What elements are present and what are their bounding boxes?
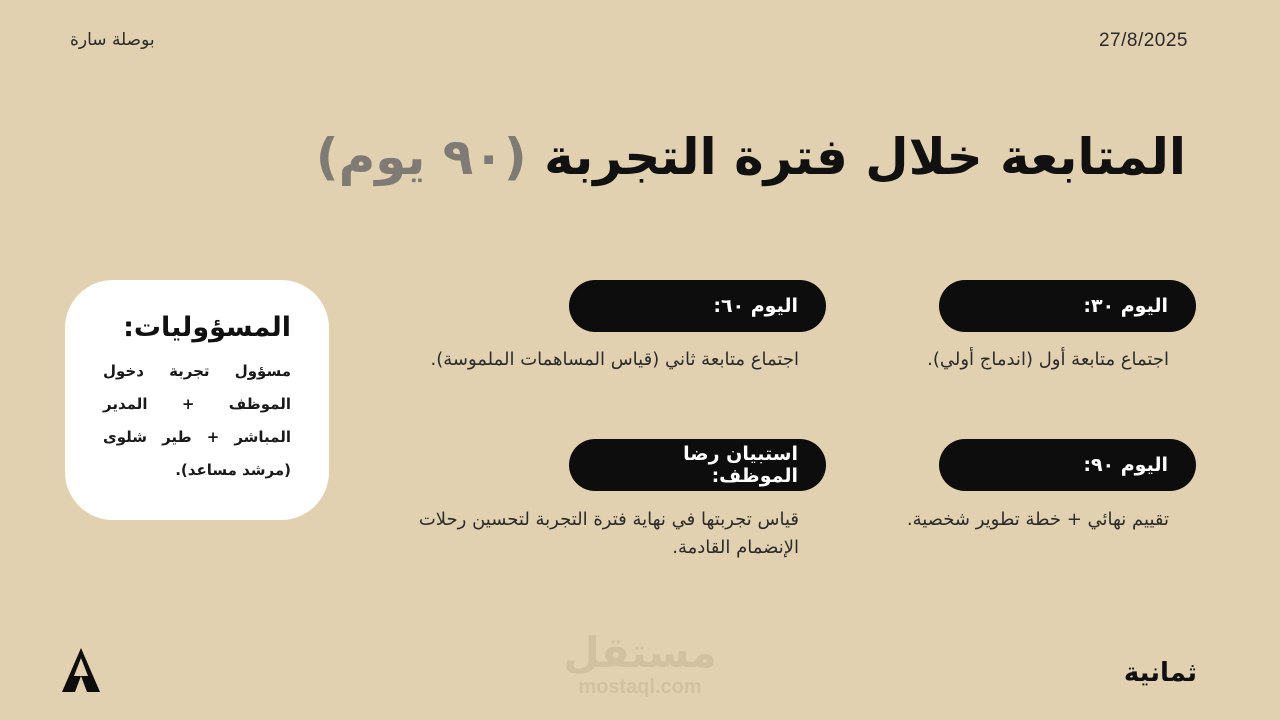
page-title <box>316 128 1186 186</box>
brand-logo-text: ثمانية <box>1123 658 1197 688</box>
milestone-day90-badge: اليوم ٩٠: <box>939 439 1196 491</box>
milestone-day30-description: اجتماع متابعة أول (اندماج أولي). <box>927 349 1169 370</box>
milestone-day60-description: اجتماع متابعة ثاني (قياس المساهمات الملموسة). <box>430 349 799 370</box>
responsibilities-title: المسؤوليات: <box>123 312 291 343</box>
page-title-suffix: (٩٠ يوم) <box>315 128 527 186</box>
survey-badge: استبيان رضا الموظف: <box>569 439 826 491</box>
page-title-main: المتابعة خلال فترة التجربة <box>544 128 1186 186</box>
date-label: 27/8/2025 <box>1098 30 1188 51</box>
responsibilities-card <box>65 280 329 520</box>
milestone-day30-badge: اليوم ٣٠: <box>939 280 1196 332</box>
watermark-latin: mostaql.com <box>578 676 702 698</box>
survey-description: قياس تجربتها في نهاية فترة التجربة لتحسين رحلات الإنضمام القادمة. <box>418 509 799 558</box>
watermark <box>540 630 740 698</box>
brand-mark-icon <box>60 646 102 694</box>
milestone-day90-description: تقييم نهائي + خطة تطوير شخصية. <box>906 509 1169 530</box>
brand-name-header: بوصلة سارة <box>70 30 155 50</box>
watermark-arabic: مستقل <box>563 628 717 677</box>
milestone-day60-badge: اليوم ٦٠: <box>569 280 826 332</box>
responsibilities-body: مسؤول تجربة دخول الموظف + المدير المباشر + طير شلوى (مرشد مساعد). <box>103 362 291 479</box>
